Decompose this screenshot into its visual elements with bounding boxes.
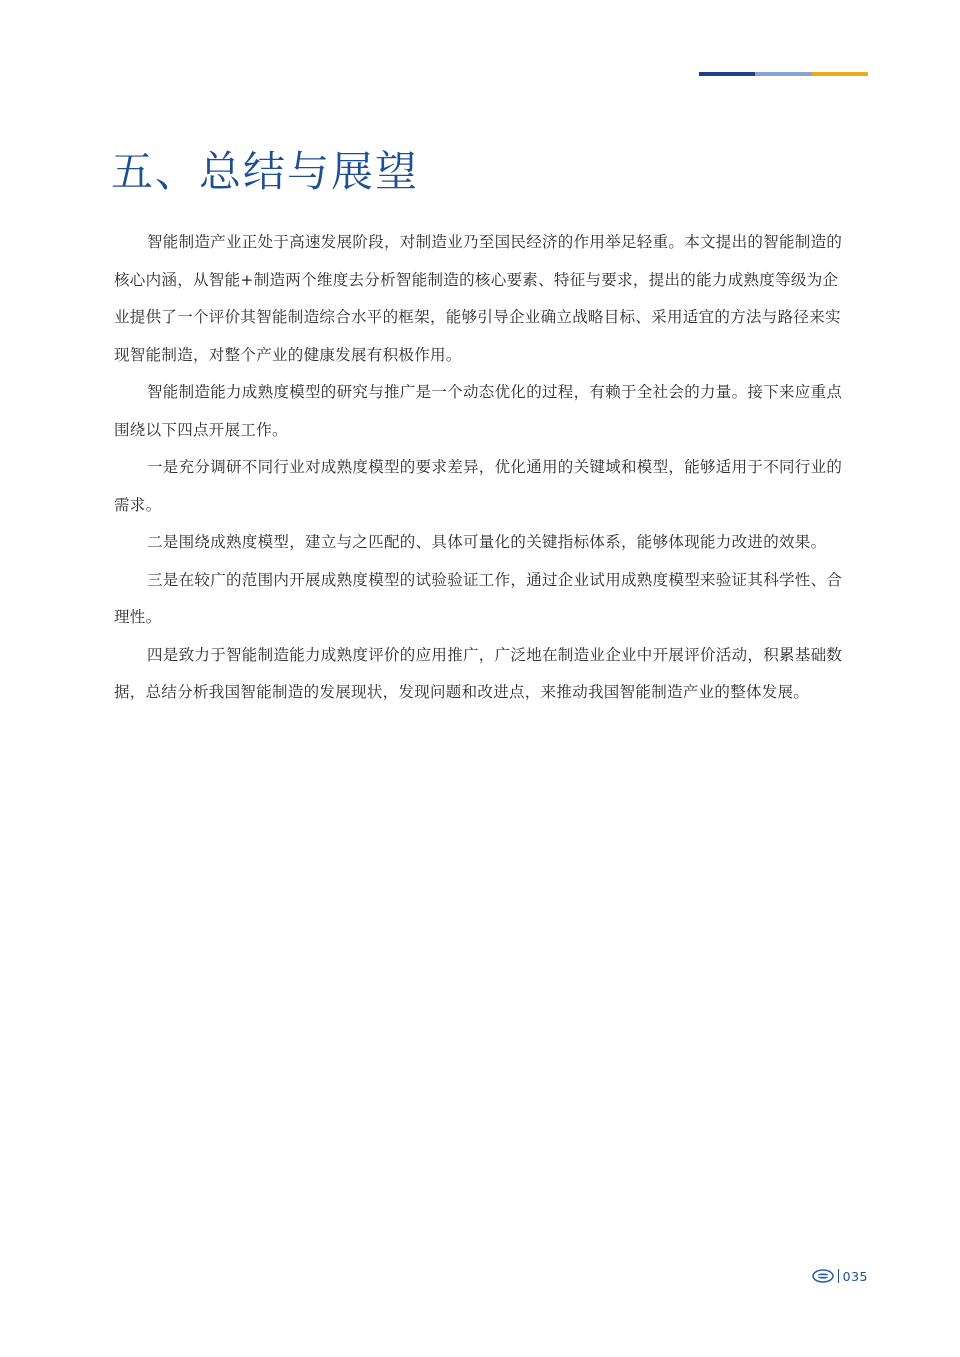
paragraph-point-one: 一是充分调研不同行业对成熟度模型的要求差异，优化通用的关键域和模型，能够适用于不同行业的需求。 bbox=[114, 458, 843, 514]
footer-divider bbox=[838, 1269, 839, 1283]
page-footer bbox=[812, 1266, 868, 1286]
paragraph-summary: 智能制造产业正处于高速发展阶段，对制造业乃至国民经济的作用举足轻重。本文提出的智能制造的核心内涵，从智能+制造两个维度去分析智能制造的核心要素、特征与要求，提出的能力成熟度等级为企业提供了一个评价其智能制造综合水平的框架，能够引导企业确立战略目标、采用适宜的方法与路径来实现智能制造，对整个产业的健康发展有积极作用。 bbox=[114, 233, 843, 364]
header-decorative-stripe bbox=[699, 72, 868, 76]
organization-logo-icon bbox=[812, 1269, 834, 1283]
paragraph-point-two: 二是围绕成熟度模型，建立与之匹配的、具体可量化的关键指标体系，能够体现能力改进的效果。 bbox=[147, 533, 827, 551]
section-body bbox=[114, 224, 850, 712]
paragraph-next-steps-intro: 智能制造能力成熟度模型的研究与推广是一个动态优化的过程，有赖于全社会的力量。接下来应重点围绕以下四点开展工作。 bbox=[114, 383, 843, 439]
stripe-segment-orange bbox=[812, 72, 868, 76]
page-number: 035 bbox=[842, 1268, 868, 1284]
section-title: 五、总结与展望 bbox=[111, 147, 420, 196]
stripe-segment-light-blue bbox=[755, 72, 811, 76]
paragraph-point-four: 四是致力于智能制造能力成熟度评价的应用推广，广泛地在制造业企业中开展评价活动，积累基础数据，总结分析我国智能制造的发展现状，发现问题和改进点，来推动我国智能制造产业的整体发展。 bbox=[114, 645, 843, 701]
stripe-segment-dark-blue bbox=[699, 72, 755, 76]
paragraph-point-three: 三是在较广的范围内开展成熟度模型的试验验证工作，通过企业试用成熟度模型来验证其科学性、合理性。 bbox=[114, 570, 843, 626]
